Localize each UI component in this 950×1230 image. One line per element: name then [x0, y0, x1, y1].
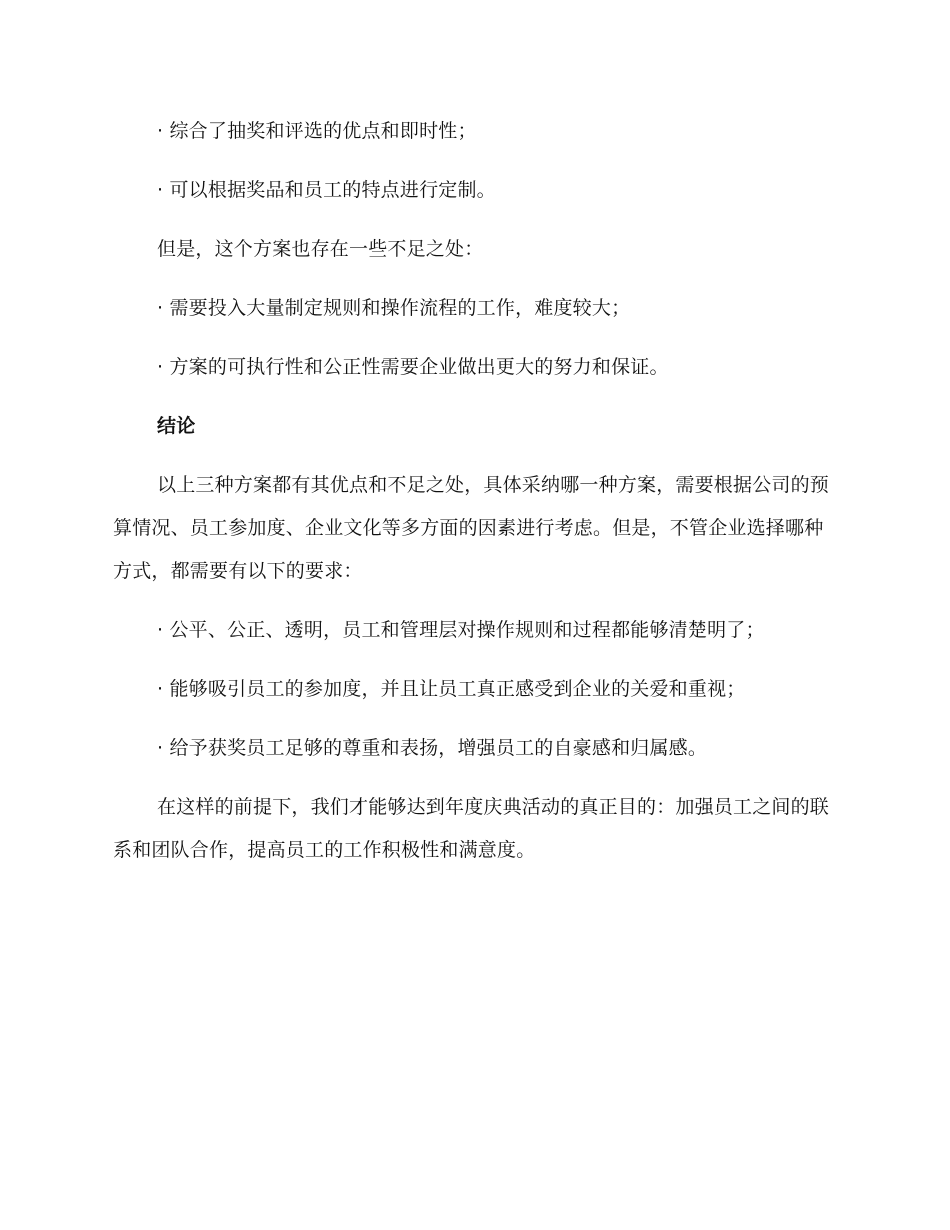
bullet-item-engagement: · 能够吸引员工的参加度，并且让员工真正感受到企业的关爱和重视；: [157, 678, 746, 700]
document-page: [113, 110, 835, 888]
bullet-item-transparency: · 公平、公正、透明，员工和管理层对操作规则和过程都能够清楚明了；: [157, 619, 765, 641]
section-heading-conclusion: 结论: [157, 415, 196, 437]
shortcomings-intro: 但是，这个方案也存在一些不足之处：: [157, 238, 484, 260]
bullet-item-fairness-effort: · 方案的可执行性和公正性需要企业做出更大的努力和保证。: [157, 356, 669, 378]
conclusion-paragraph: 以上三种方案都有其优点和不足之处，具体采纳哪一种方案，需要根据公司的预算情况、员工参加度、企业文化等多方面的因素进行考虑。但是，不管企业选择哪种方式，都需要有以下的要求：: [113, 474, 830, 582]
closing-paragraph: 在这样的前提下，我们才能够达到年度庆典活动的真正目的：加强员工之间的联系和团队合作，提高员工的工作积极性和满意度。: [113, 796, 830, 861]
bullet-item-customizable: · 可以根据奖品和员工的特点进行定制。: [157, 179, 496, 201]
bullet-item-lottery-merits: · 综合了抽奖和评选的优点和即时性；: [157, 120, 477, 142]
bullet-item-workload: · 需要投入大量制定规则和操作流程的工作，难度较大；: [157, 297, 631, 319]
bullet-item-recognition: · 给予获奖员工足够的尊重和表扬，增强员工的自豪感和归属感。: [157, 737, 708, 759]
